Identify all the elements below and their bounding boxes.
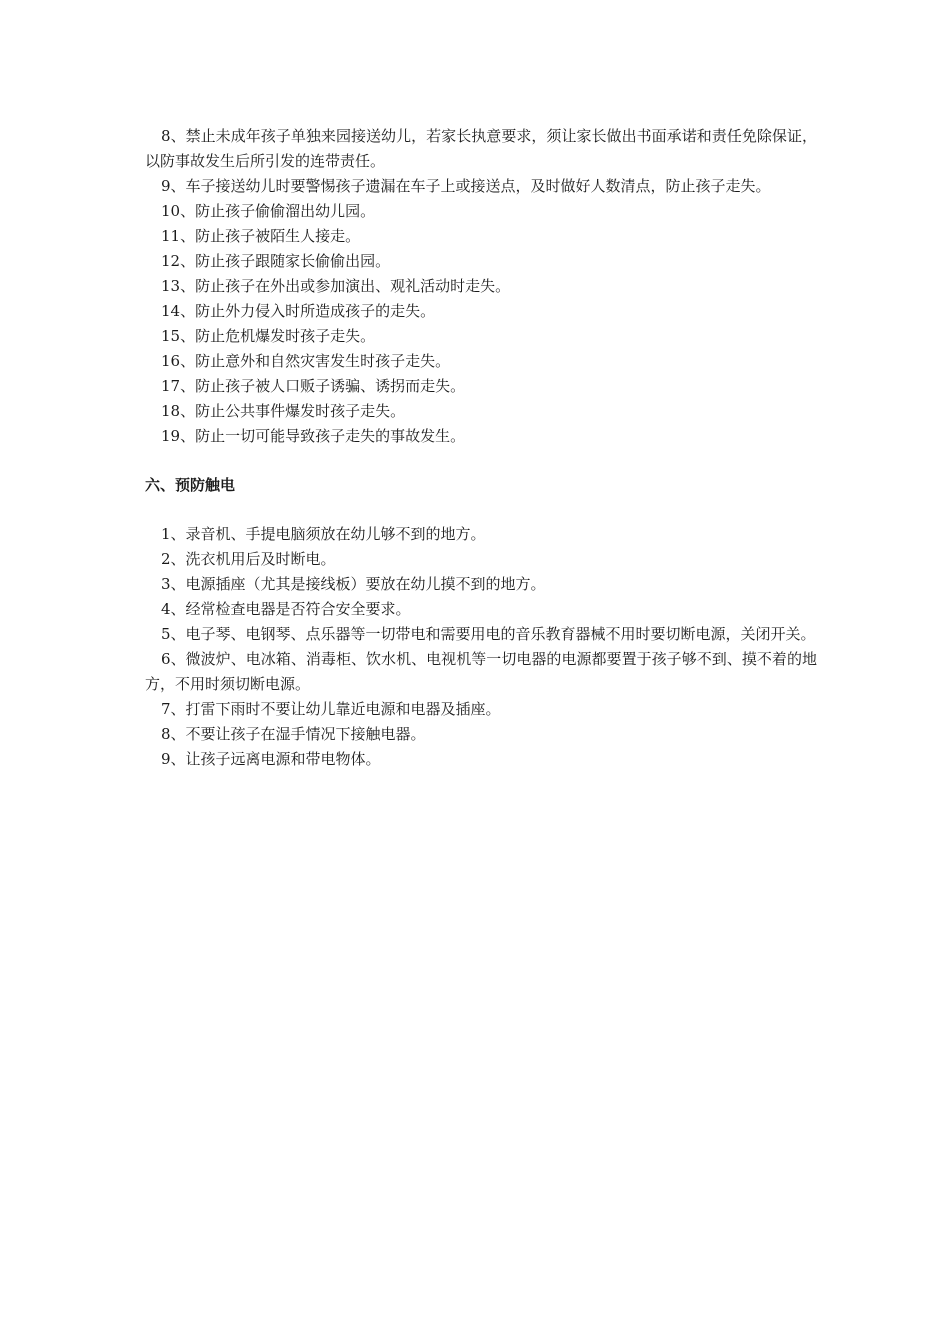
list-item: 17、防止孩子被人口贩子诱骗、诱拐而走失。 xyxy=(161,377,466,395)
list-item: 9、车子接送幼儿时要警惕孩子遗漏在车子上或接送点，及时做好人数清点，防止孩子走失。 xyxy=(161,177,771,195)
list-item: 7、打雷下雨时不要让幼儿靠近电源和电器及插座。 xyxy=(161,700,501,718)
list-item: 8、不要让孩子在湿手情况下接触电器。 xyxy=(161,725,426,743)
list-item: 19、防止一切可能导致孩子走失的事故发生。 xyxy=(161,427,466,445)
section-electric-shock-list xyxy=(145,522,817,772)
list-item: 15、防止危机爆发时孩子走失。 xyxy=(161,327,376,345)
section-prevent-lost-list xyxy=(145,124,817,449)
list-item: 2、洗衣机用后及时断电。 xyxy=(161,550,336,568)
list-item: 4、经常检查电器是否符合安全要求。 xyxy=(161,600,411,618)
list-item: 8、禁止未成年孩子单独来园接送幼儿，若家长执意要求，须让家长做出书面承诺和责任免除保证，以防事故发生后所引发的连带责任。 xyxy=(145,127,817,170)
list-item: 3、电源插座（尤其是接线板）要放在幼儿摸不到的地方。 xyxy=(161,575,546,593)
list-item: 14、防止外力侵入时所造成孩子的走失。 xyxy=(161,302,436,320)
list-item: 13、防止孩子在外出或参加演出、观礼活动时走失。 xyxy=(161,277,511,295)
document-page xyxy=(145,124,817,772)
list-item: 12、防止孩子跟随家长偷偷出园。 xyxy=(161,252,391,270)
section-heading-electric-shock: 六、预防触电 xyxy=(145,476,236,494)
list-item: 16、防止意外和自然灾害发生时孩子走失。 xyxy=(161,352,451,370)
list-item: 5、电子琴、电钢琴、点乐器等一切带电和需要用电的音乐教育器械不用时要切断电源，关闭开关。 xyxy=(161,625,816,643)
list-item: 1、录音机、手提电脑须放在幼儿够不到的地方。 xyxy=(161,525,486,543)
list-item: 11、防止孩子被陌生人接走。 xyxy=(161,227,361,245)
list-item: 10、防止孩子偷偷溜出幼儿园。 xyxy=(161,202,376,220)
list-item: 18、防止公共事件爆发时孩子走失。 xyxy=(161,402,406,420)
list-item: 6、微波炉、电冰箱、消毒柜、饮水机、电视机等一切电器的电源都要置于孩子够不到、摸不着的地方，不用时须切断电源。 xyxy=(145,650,817,693)
list-item: 9、让孩子远离电源和带电物体。 xyxy=(161,750,381,768)
